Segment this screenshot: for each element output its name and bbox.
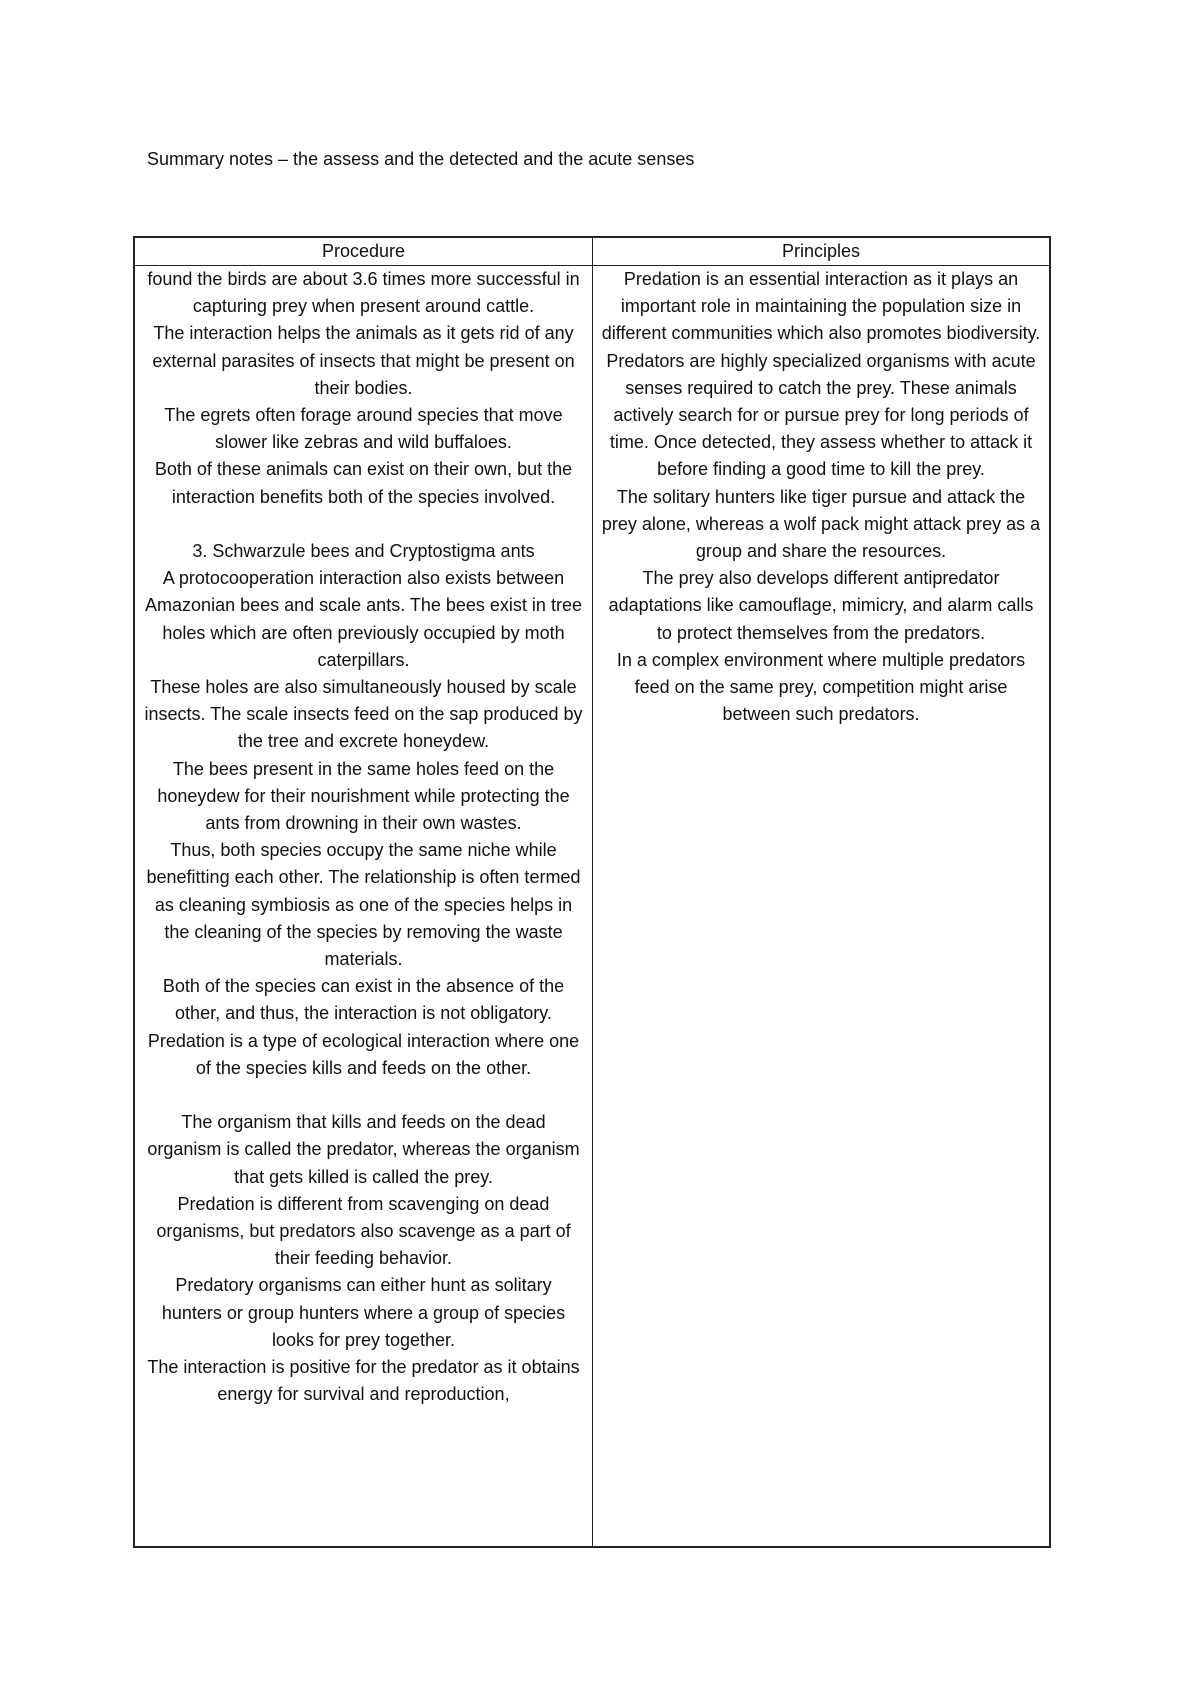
procedure-paragraph: Predation is different from scavenging on dead organisms, but predators also scavenge as a part of their feeding behavior. <box>156 1193 571 1269</box>
procedure-paragraph: Thus, both species occupy the same niche while benefitting each other. The relationship is often termed as cleaning symbiosis as one of the species helps in the cleaning of the species by removing the waste materials. <box>146 840 581 970</box>
procedure-paragraph: Predatory organisms can either hunt as solitary hunters or group hunters where a group of species looks for prey together. <box>161 1275 566 1350</box>
principles-paragraph: Predation is an essential interaction as it plays an important role in maintaining the population size in different communities which also promotes biodiversity. <box>601 269 1041 344</box>
procedure-paragraph: The organism that kills and feeds on the dead organism is called the predator, whereas the organism that gets killed is called the prey. <box>147 1112 580 1187</box>
document-title: Summary notes – the assess and the detected and the acute senses <box>147 149 695 169</box>
procedure-cell <box>135 266 593 1546</box>
principles-paragraph: The prey also develops different antipredator adaptations like camouflage, mimicry, and alarm calls to protect themselves from the predators. <box>608 568 1034 643</box>
principles-paragraph: Predators are highly specialized organisms with acute senses required to catch the prey. These animals actively search for or pursue prey for long periods of time. Once detected, they assess whether to attack it before finding a good time to kill the prey. <box>606 350 1036 480</box>
procedure-paragraph: The egrets often forage around species that move slower like zebras and wild buffaloes. <box>164 405 563 453</box>
blank-line <box>143 1082 584 1109</box>
procedure-paragraph: Both of the species can exist in the absence of the other, and thus, the interaction is not obligatory. <box>162 976 565 1024</box>
principles-cell <box>593 266 1049 1546</box>
principles-paragraph: The solitary hunters like tiger pursue and attack the prey alone, whereas a wolf pack might attack prey as a group and share the resources. <box>601 486 1041 562</box>
section-heading: 3. Schwarzule bees and Cryptostigma ants <box>192 541 535 562</box>
header-principles: Principles <box>593 238 1049 266</box>
procedure-paragraph: A protocooperation interaction also exists between Amazonian bees and scale ants. The bees exist in tree holes which are often previously occupied by moth caterpillars. <box>145 568 582 670</box>
procedure-paragraph: These holes are also simultaneously housed by scale insects. The scale insects feed on the sap produced by the tree and excrete honeydew. <box>144 677 583 752</box>
procedure-paragraph: found the birds are about 3.6 times more successful in capturing prey when present around cattle. <box>147 269 580 317</box>
procedure-paragraph: The interaction helps the animals as it gets rid of any external parasites of insects that might be present on their bodies. <box>152 323 575 398</box>
procedure-paragraph: Predation is a type of ecological interaction where one of the species kills and feeds on the other. <box>147 1030 580 1078</box>
notes-table <box>133 236 1051 1548</box>
header-procedure: Procedure <box>135 238 593 266</box>
procedure-paragraph: The bees present in the same holes feed on the honeydew for their nourishment while protecting the ants from drowning in their own wastes. <box>157 758 570 834</box>
procedure-paragraph: The interaction is positive for the predator as it obtains energy for survival and reproduction, <box>147 1357 580 1405</box>
blank-line <box>143 511 584 538</box>
procedure-paragraph: Both of these animals can exist on their own, but the interaction benefits both of the species involved. <box>154 459 573 507</box>
principles-paragraph: In a complex environment where multiple predators feed on the same prey, competition might arise between such predators. <box>616 649 1026 725</box>
